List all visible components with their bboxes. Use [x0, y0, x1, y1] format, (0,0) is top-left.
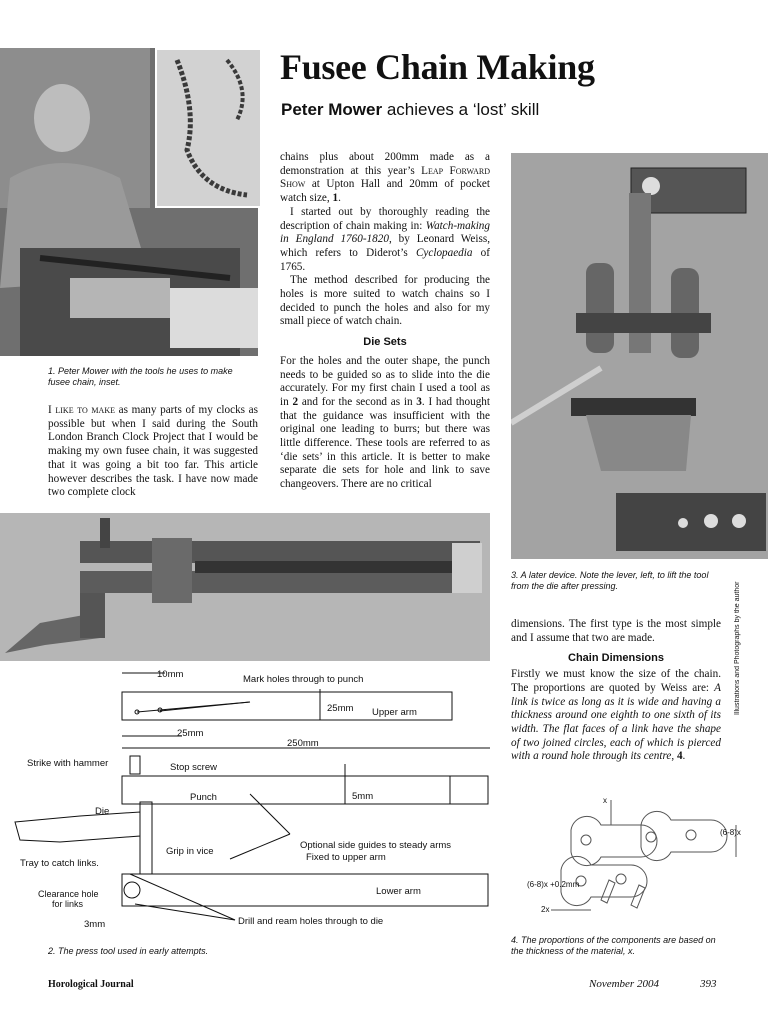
caption-fig4: 4. The proportions of the components are based on the thickness of the material, x.	[511, 935, 716, 956]
label-height: (6-8)x	[720, 828, 741, 837]
col2-paragraph-3: The method described for producing the holes is more suited to watch chains so I decided to punch the holes and also for my small piece of watch chain.	[280, 274, 490, 328]
label-lower-arm: Lower arm	[376, 886, 421, 897]
photo-later-device	[511, 153, 768, 559]
caption-fig2: 2. The press tool used in early attempts.	[48, 946, 209, 956]
dim-25mm-b: 25mm	[177, 728, 204, 739]
chain-link-diagram	[511, 795, 768, 930]
photo-fusee-chain-inset	[155, 48, 262, 208]
label-hole: (6-8)x +0.2mm	[527, 880, 580, 889]
label-mark-holes: Mark holes through to punch	[243, 674, 364, 685]
caption-fig3: 3. A later device. Note the lever, left, to lift the tool from the die after pressing.	[511, 570, 709, 591]
label-drill-ream: Drill and ream holes through to die	[238, 916, 384, 927]
label-tray: Tray to catch links.	[20, 858, 99, 869]
lead-in: I like to make	[48, 404, 115, 416]
article-title: Fusee Chain Making	[280, 47, 595, 87]
col1-paragraph: I like to make as many parts of my clocks as possible but when I said during the South London Branch Clock Project that I would be making my own fusee chain, it was suggested that it was going a bit too far. This article however describes the task. I have now made two complete clock	[48, 404, 259, 499]
label-upper-arm: Upper arm	[372, 707, 417, 718]
footer-date: November 2004	[589, 978, 659, 990]
dim-5mm: 5mm	[352, 791, 374, 802]
label-grip-vice: Grip in vice	[166, 846, 214, 857]
col2-paragraph-2: I started out by thoroughly reading the description of chain making in: Watch-making in England 1760-1820, by Leonard Weiss, which refers to Diderot’s Cyclopaedia of 1765.	[280, 205, 491, 273]
label-strike: Strike with hammer	[27, 758, 109, 769]
dim-250mm: 250mm	[287, 738, 319, 749]
dim-3mm: 3mm	[84, 919, 106, 930]
column-1	[48, 404, 258, 500]
photo-press-tool	[0, 513, 490, 661]
col3-paragraph-1: dimensions. The first type is the most simple and I assume that two are made.	[511, 618, 721, 644]
photo-credit: Illustrations and Photographs by the author	[734, 581, 741, 715]
label-punch: Punch	[190, 792, 217, 803]
label-fixed-upper: Fixed to upper arm	[306, 852, 386, 863]
author-name: Peter Mower	[281, 100, 383, 119]
label-side-guides: Optional side guides to steady arms	[300, 840, 452, 851]
footer-journal: Horological Journal	[48, 979, 134, 990]
subtitle-text: achieves a ‘lost’ skill	[382, 100, 540, 119]
label-die: Die	[95, 806, 110, 817]
heading-chain-dimensions: Chain Dimensions	[568, 652, 664, 665]
col3-paragraph-2: Firstly we must know the size of the chain. The proportions are quoted by Weiss are: A link is twice as long as it is wide and having a thickness around one eighth to one sixth of its width. The flat faces of a link have the shape of two joined circles, each of which is pierced with a round hole through its centre, 4.	[511, 668, 721, 763]
heading-die-sets: Die Sets	[363, 336, 407, 349]
column-2	[280, 151, 490, 492]
label-width: 2x	[541, 905, 550, 914]
caption-fig1: 1. Peter Mower with the tools he uses to make fusee chain, inset.	[48, 366, 233, 387]
col2-paragraph-4: For the holes and the outer shape, the punch needs to be guided so as to slide into the die accurately. For my first chain I used a tool as in 2 and for the second as in 3. I had thought that the guidance was insufficient with the original one leading to burrs; but there was little difference. These tools are referred to as ‘die sets’ in this article. It is better to make separate die sets for hole and link to save changeovers. There are no critical	[280, 354, 491, 491]
label-clearance-2: for links	[52, 899, 84, 909]
label-clearance-1: Clearance hole	[38, 889, 99, 899]
col2-paragraph-1: chains plus about 200mm made as a demonstration at this year’s Leap Forward Show at Upton Hall and 20mm of pocket watch size, 1.	[280, 151, 490, 205]
dim-10mm: 10mm	[157, 669, 184, 680]
label-x: x	[603, 796, 607, 805]
footer-page: 393	[700, 978, 717, 990]
article-subtitle	[281, 100, 539, 120]
dim-25mm-a: 25mm	[327, 703, 354, 714]
label-stop-screw: Stop screw	[170, 762, 217, 773]
column-3	[511, 618, 721, 764]
